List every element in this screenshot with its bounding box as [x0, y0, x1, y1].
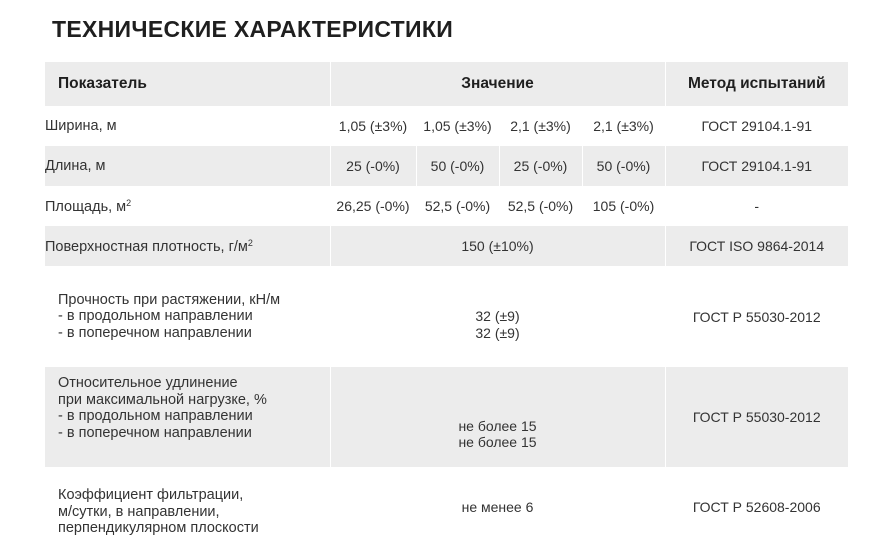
method-cell: ГОСТ 29104.1-91	[665, 146, 848, 186]
row-label-text: Площадь, м	[45, 198, 127, 215]
row-label-line: Прочность при растяжении, кН/м	[58, 291, 281, 308]
row-label-text: Поверхностная плотность, г/м	[45, 238, 248, 255]
value-cell: не менее 6	[330, 467, 665, 545]
row-label-line: - в поперечном направлении	[58, 324, 252, 341]
value-cell: 50 (-0%)	[582, 146, 665, 186]
method-cell: ГОСТ Р 55030-2012	[665, 367, 848, 467]
value-line: не более 15	[458, 434, 537, 450]
superscript: 2	[247, 237, 253, 248]
superscript: 2	[126, 197, 132, 208]
value-cell: 26,25 (-0%)	[330, 186, 416, 226]
row-label-line: - в продольном направлении	[58, 408, 253, 424]
value-cell	[330, 266, 665, 367]
row-label	[45, 266, 330, 367]
row-label-line: - в поперечном направлении	[58, 424, 252, 441]
row-label-line: перпендикулярном плоскости	[58, 520, 259, 537]
value-cell: 25 (-0%)	[330, 146, 416, 186]
row-label-line: Коэффициент фильтрации,	[58, 487, 244, 504]
method-cell: ГОСТ Р 55030-2012	[665, 266, 848, 367]
row-label-line: м/сутки, в направлении,	[58, 503, 220, 520]
table-row-filtration	[45, 467, 848, 545]
value-cell: 1,05 (±3%)	[416, 106, 499, 146]
method-cell: ГОСТ 29104.1-91	[665, 106, 848, 146]
row-label: Ширина, м	[45, 106, 330, 146]
row-label	[45, 467, 330, 545]
value-cell: 1,05 (±3%)	[330, 106, 416, 146]
value-cell: 52,5 (-0%)	[499, 186, 582, 226]
value-cell: 52,5 (-0%)	[416, 186, 499, 226]
table-row-density	[45, 226, 848, 266]
table-header-row	[45, 62, 848, 106]
value-cell	[330, 367, 665, 467]
method-cell: ГОСТ Р 52608-2006	[665, 467, 848, 545]
value-line: не более 15	[458, 417, 537, 434]
value-cell: 150 (±10%)	[330, 226, 665, 266]
value-cell: 2,1 (±3%)	[499, 106, 582, 146]
row-label	[45, 367, 330, 467]
method-cell: ГОСТ ISO 9864-2014	[665, 226, 848, 266]
table-row-length	[45, 146, 848, 186]
value-cell: 50 (-0%)	[416, 146, 499, 186]
header-param: Показатель	[45, 62, 330, 106]
value-line: 32 (±9)	[475, 308, 520, 324]
table-row-width	[45, 106, 848, 146]
row-label-line: - в продольном направлении	[58, 308, 253, 325]
method-cell: -	[665, 186, 848, 226]
spec-table	[45, 62, 848, 545]
header-value: Значение	[330, 62, 665, 106]
row-label: Длина, м	[45, 146, 330, 186]
page-title: ТЕХНИЧЕСКИЕ ХАРАКТЕРИСТИКИ	[52, 16, 454, 42]
row-label-line: при максимальной нагрузке, %	[58, 391, 267, 408]
row-label-line: Относительное удлинение	[58, 375, 238, 391]
value-cell: 2,1 (±3%)	[582, 106, 665, 146]
row-label	[45, 226, 330, 266]
header-method: Метод испытаний	[665, 62, 848, 106]
table-row-area	[45, 186, 848, 226]
table-row-elongation	[45, 367, 848, 467]
value-line: 32 (±9)	[475, 324, 520, 341]
value-cell: 25 (-0%)	[499, 146, 582, 186]
table-row-strength	[45, 266, 848, 367]
row-label	[45, 186, 330, 226]
value-cell: 105 (-0%)	[582, 186, 665, 226]
